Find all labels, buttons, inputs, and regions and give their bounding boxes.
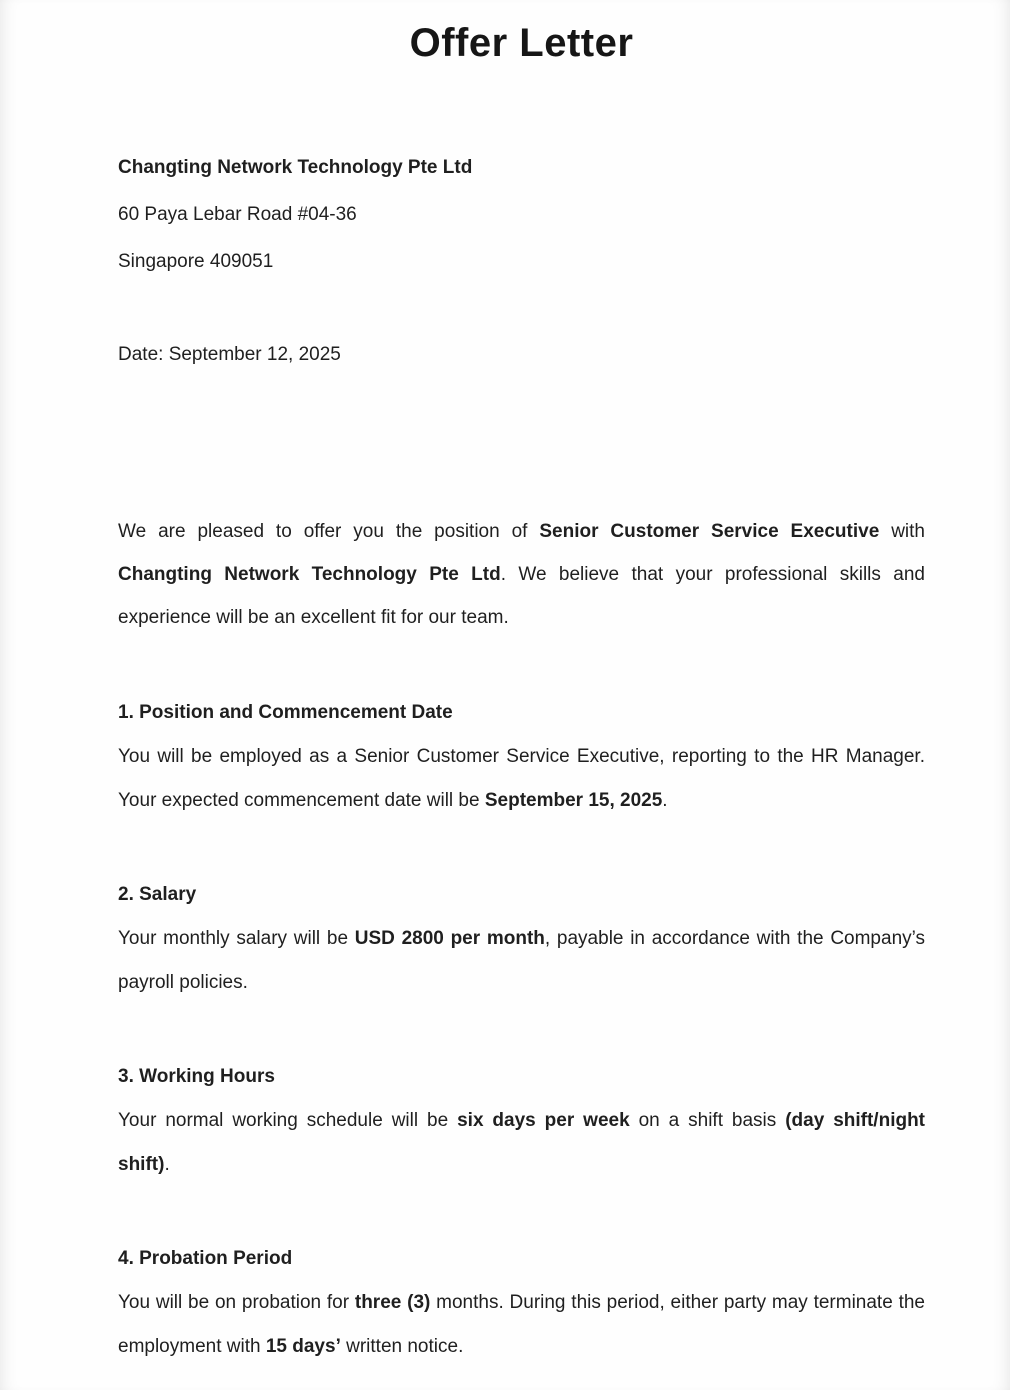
section-3-heading: 3. Working Hours — [118, 1066, 275, 1087]
section-4-body — [118, 1281, 925, 1369]
text-segment: . — [164, 1154, 170, 1175]
section-2-heading: 2. Salary — [118, 884, 197, 905]
letter-content — [0, 16, 1010, 1369]
bold-segment-probation-months: three (3) — [354, 1292, 431, 1313]
text-segment: Your normal working schedule will be — [118, 1110, 458, 1131]
text-segment: You will be on probation for — [118, 1292, 355, 1313]
sender-block — [118, 144, 925, 285]
text-segment: We are pleased to offer you the position of — [118, 521, 540, 542]
bold-segment-days-per-week: six days per week — [457, 1110, 630, 1131]
text-segment: on a shift basis — [629, 1110, 786, 1131]
text-segment: , payable in accordance with the Company’s payroll policies. — [118, 928, 926, 993]
bold-segment-company: Changting Network Technology Pte Ltd — [118, 564, 501, 585]
section-probation-period — [118, 1237, 925, 1369]
bold-segment-salary: USD 2800 per month — [354, 928, 545, 949]
text-segment: Your monthly salary will be — [118, 928, 355, 949]
section-4-heading: 4. Probation Period — [118, 1248, 293, 1269]
intro-paragraph — [118, 510, 925, 639]
text-segment: written notice. — [340, 1336, 464, 1357]
text-segment: with — [879, 521, 925, 542]
section-working-hours — [118, 1055, 925, 1187]
bold-segment-shift-basis: (day shift/night shift) — [118, 1110, 926, 1175]
text-segment: months. During this period, either party may terminate the employment with — [118, 1292, 925, 1357]
bold-segment-commencement-date: September 15, 2025 — [484, 790, 663, 811]
date-line: Date: September 12, 2025 — [118, 344, 341, 365]
company-name: Changting Network Technology Pte Ltd — [118, 157, 473, 178]
section-salary — [118, 873, 925, 1005]
page-title: Offer Letter — [409, 21, 634, 65]
text-segment: . We believe that your professional skills and experience will be an excellent fit for our team. — [118, 564, 925, 628]
text-segment: . — [662, 790, 668, 811]
section-position-and-commencement — [118, 691, 925, 823]
section-1-heading: 1. Position and Commencement Date — [118, 702, 453, 723]
bold-segment-position: Senior Customer Service Executive — [539, 521, 880, 542]
bold-segment-notice-days: 15 days’ — [265, 1336, 341, 1357]
section-1-body — [118, 735, 925, 823]
section-3-body — [118, 1099, 925, 1187]
text-segment: You will be employed as a Senior Customer Service Executive, reporting to the HR Manager. Your expected commencement date will be — [118, 746, 925, 811]
section-2-body — [118, 917, 925, 1005]
company-address-line1: 60 Paya Lebar Road #04-36 — [118, 204, 357, 225]
company-address-line2: Singapore 409051 — [118, 251, 274, 272]
